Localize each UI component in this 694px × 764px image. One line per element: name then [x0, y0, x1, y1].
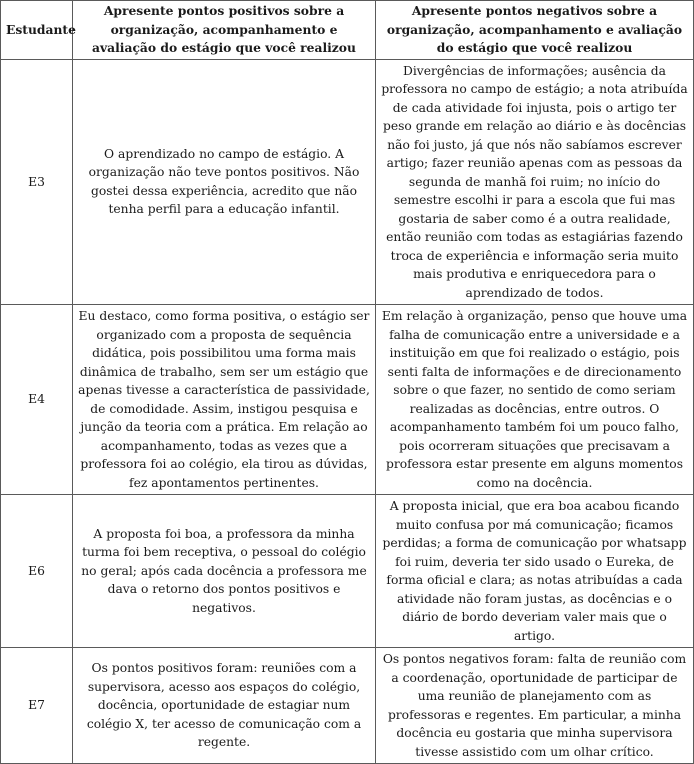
- header-positive-points: Apresente pontos positivos sobre a organização, acompanhamento e avaliação do estágio que você realizou: [73, 1, 376, 60]
- header-student: Estudante: [1, 1, 73, 60]
- negative-points-cell: Em relação à organização, penso que houve uma falha de comunicação entre a universidade e a instituição em que foi realizado o estágio, pois senti falta de informações e de direcionamento sobre o que fazer, no sentido de como seriam realizadas as docências, entre outros. O acompanhamento também foi um pouco falho, pois ocorreram situações que precisavam a professora estar presente em alguns momentos como na docência.: [376, 305, 694, 495]
- student-id: E6: [1, 495, 73, 648]
- student-id: E4: [1, 305, 73, 495]
- positive-points-cell: A proposta foi boa, a professora da minha turma foi bem receptiva, o pessoal do colégio no geral; após cada docência a professora me dava o retorno dos pontos positivos e negativos.: [73, 495, 376, 648]
- header-row: [1, 1, 694, 60]
- positive-points-cell: Os pontos positivos foram: reuniões com a supervisora, acesso aos espaços do colégio, docência, oportunidade de estagiar num colégio X, ter acesso de comunicação com a regente.: [73, 648, 376, 764]
- student-id: E7: [1, 648, 73, 764]
- student-id: E3: [1, 59, 73, 305]
- negative-points-cell: Divergências de informações; ausência da professora no campo de estágio; a nota atribuída de cada atividade foi injusta, pois o artigo ter peso grande em relação ao diário e às docências não foi justo, já que nós não sabíamos escrever artigo; fazer reunião apenas com as pessoas da segunda de manhã foi ruim; no início do semestre escolhi ir para a escola que fui mas gostaria de saber como é a outra realidade, então reunião com todas as estagiárias fazendo troca de experiência e informação seria muito mais produtiva e enriquecedora para o aprendizado de todos.: [376, 59, 694, 305]
- header-negative-points: Apresente pontos negativos sobre a organização, acompanhamento e avaliação do estágio que você realizou: [376, 1, 694, 60]
- table-row: [1, 648, 694, 764]
- table-row: [1, 59, 694, 305]
- table-row: [1, 495, 694, 648]
- table-row: [1, 305, 694, 495]
- positive-points-cell: O aprendizado no campo de estágio. A organização não teve pontos positivos. Não gostei dessa experiência, acredito que não tenha perfil para a educação infantil.: [73, 59, 376, 305]
- negative-points-cell: Os pontos negativos foram: falta de reunião com a coordenação, oportunidade de participar de uma reunião de planejamento com as professoras e regentes. Em particular, a minha docência eu gostaria que minha supervisora tivesse assistido com um olhar crítico.: [376, 648, 694, 764]
- negative-points-cell: A proposta inicial, que era boa acabou ficando muito confusa por má comunicação; ficamos perdidas; a forma de comunicação por whatsapp foi ruim, deveria ter sido usado o Eureka, de forma oficial e clara; as notas atribuídas a cada atividade não foram justas, as docências e o diário de bordo deveriam valer mais que o artigo.: [376, 495, 694, 648]
- positive-points-cell: Eu destaco, como forma positiva, o estágio ser organizado com a proposta de sequência didática, pois possibilitou uma forma mais dinâmica de trabalho, sem ser um estágio que apenas tivesse a característica de passividade, de comodidade. Assim, instigou pesquisa e junção da teoria com a prática. Em relação ao acompanhamento, todas as vezes que a professora foi ao colégio, ela tirou as dúvidas, fez apontamentos pertinentes.: [73, 305, 376, 495]
